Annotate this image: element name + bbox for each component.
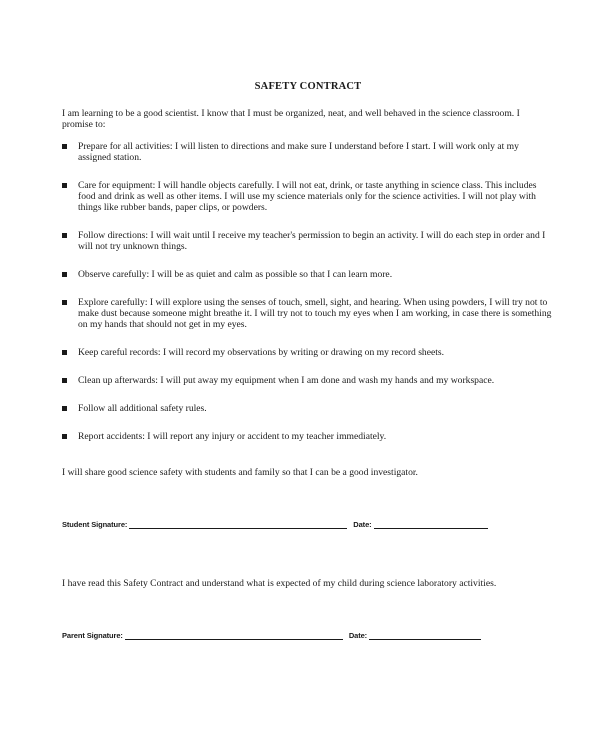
list-item [62, 431, 552, 442]
parent-signature-field[interactable] [125, 631, 343, 640]
student-signature-label: Student Signature: [62, 520, 128, 529]
square-bullet-icon [62, 144, 67, 149]
rule-text: Care for equipment: I will handle objects carefully. I will not eat, drink, or taste anything in science class. This includes food and drink as well as other items. I will use my science materials only for the science activities. I will not play with things like rubber bands, paper clips, or powders. [78, 180, 537, 213]
list-item [62, 403, 552, 414]
square-bullet-icon [62, 272, 67, 277]
intro-paragraph: I am learning to be a good scientist. I know that I must be organized, neat, and well behaved in the science classroom. I promise to: [62, 108, 520, 130]
square-bullet-icon [62, 406, 67, 411]
rule-text: Observe carefully: I will be as quiet and calm as possible so that I can learn more. [78, 269, 393, 280]
parent-acknowledgement: I have read this Safety Contract and understand what is expected of my child during science laboratory activities. [62, 578, 497, 589]
rule-text: Follow directions: I will wait until I receive my teacher's permission to begin an activity. I will do each step in order and I will not try unknown things. [78, 230, 546, 252]
parent-signature-row [62, 631, 481, 640]
rule-text: Prepare for all activities: I will listen to directions and make sure I understand before I start. I will work only at my assigned station. [78, 141, 519, 163]
closing-paragraph: I will share good science safety with students and family so that I can be a good investigator. [62, 467, 418, 478]
list-item [62, 230, 552, 252]
rule-text: Report accidents: I will report any injury or accident to my teacher immediately. [78, 431, 387, 442]
square-bullet-icon [62, 300, 67, 305]
square-bullet-icon [62, 434, 67, 439]
parent-signature-label: Parent Signature: [62, 631, 123, 640]
list-item [62, 347, 552, 358]
list-item [62, 297, 552, 330]
student-signature-field[interactable] [129, 520, 347, 529]
parent-date-label: Date: [348, 631, 368, 640]
square-bullet-icon [62, 378, 67, 383]
square-bullet-icon [62, 233, 67, 238]
rule-text: Follow all additional safety rules. [78, 403, 207, 414]
student-date-field[interactable] [374, 520, 488, 529]
document-title: SAFETY CONTRACT [254, 81, 362, 92]
list-item [62, 269, 552, 280]
list-item [62, 375, 552, 386]
rule-text: Explore carefully: I will explore using the senses of touch, smell, sight, and hearing. When using powders, I will try not to make dust because someone might breathe it. I will try not to touch my eyes when I am working, in case there is something on my hands that should not get in my eyes. [78, 297, 552, 330]
student-date-label: Date: [353, 520, 372, 529]
list-item [62, 141, 552, 163]
rule-text: Clean up afterwards: I will put away my equipment when I am done and wash my hands and my workspace. [78, 375, 495, 386]
safety-rules-list [62, 141, 552, 459]
list-item [62, 180, 552, 213]
square-bullet-icon [62, 350, 67, 355]
parent-date-field[interactable] [369, 631, 481, 640]
student-signature-row [62, 520, 488, 529]
rule-text: Keep careful records: I will record my observations by writing or drawing on my record sheets. [78, 347, 445, 358]
square-bullet-icon [62, 183, 67, 188]
